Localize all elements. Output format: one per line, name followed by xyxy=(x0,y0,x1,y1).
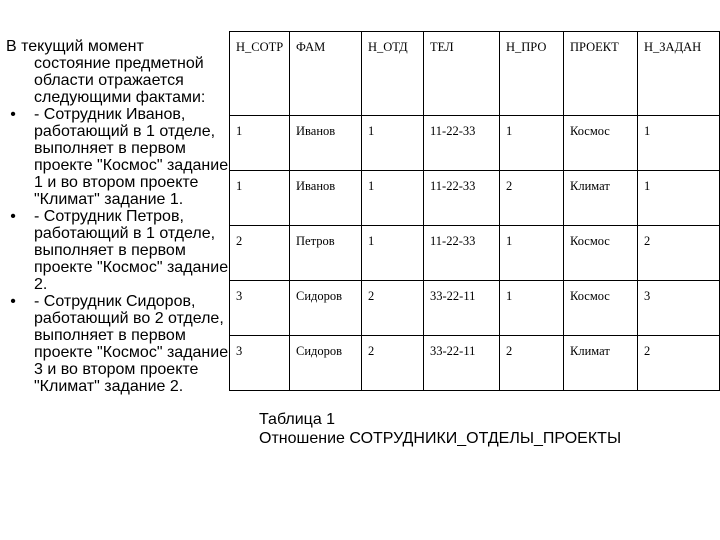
header-cell: Н_ОТД xyxy=(362,32,424,116)
table-cell: 1 xyxy=(500,116,564,171)
table-cell: 11-22-33 xyxy=(424,116,500,171)
table-cell: 3 xyxy=(638,281,720,336)
fact-item xyxy=(6,293,232,395)
table-cell: Космос xyxy=(564,116,638,171)
table-cell: 1 xyxy=(230,116,290,171)
table-cell: 2 xyxy=(362,336,424,391)
fact-item xyxy=(6,208,232,293)
table-cell: 2 xyxy=(638,226,720,281)
table-cell: 3 xyxy=(230,281,290,336)
caption-title: Таблица 1 xyxy=(259,411,336,428)
table-cell: 1 xyxy=(638,116,720,171)
table-cell: Климат xyxy=(564,171,638,226)
facts-list xyxy=(6,106,232,395)
table-cell: 1 xyxy=(638,171,720,226)
table-cell: 2 xyxy=(362,281,424,336)
table-row xyxy=(230,171,720,226)
table-row xyxy=(230,336,720,391)
intro-rest: состояние предметной области отражается следующими фактами: xyxy=(34,55,206,106)
table-cell: Космос xyxy=(564,281,638,336)
table-cell: 1 xyxy=(362,226,424,281)
header-cell: Н_СОТР xyxy=(230,32,290,116)
table-cell: 1 xyxy=(362,116,424,171)
table-cell: Иванов xyxy=(290,116,362,171)
header-cell: ТЕЛ xyxy=(424,32,500,116)
table-cell: Петров xyxy=(290,226,362,281)
header-cell: ПРОЕКТ xyxy=(564,32,638,116)
table-cell: Космос xyxy=(564,226,638,281)
table-cell: 1 xyxy=(500,226,564,281)
table-cell: 2 xyxy=(500,336,564,391)
table-cell: Сидоров xyxy=(290,336,362,391)
table-cell: Сидоров xyxy=(290,281,362,336)
intro-first-line: В текущий момент xyxy=(6,38,144,55)
header-cell: Н_ЗАДАН xyxy=(638,32,720,116)
table-cell: Климат xyxy=(564,336,638,391)
table-caption xyxy=(259,410,709,448)
table-cell: 1 xyxy=(362,171,424,226)
table-cell: 33-22-11 xyxy=(424,336,500,391)
table-header-row xyxy=(230,32,720,116)
bullet-icon: • xyxy=(10,293,16,310)
bullet-icon: • xyxy=(10,208,16,225)
header-cell: Н_ПРО xyxy=(500,32,564,116)
table-cell: 11-22-33 xyxy=(424,171,500,226)
header-cell: ФАМ xyxy=(290,32,362,116)
relation-table xyxy=(229,31,720,391)
fact-item xyxy=(6,106,232,208)
table-cell: 3 xyxy=(230,336,290,391)
fact-text: - Сотрудник Сидоров, работающий во 2 отделе, выполняет в первом проекте "Космос" задание 3 и во втором проекте "Климат" задание 2. xyxy=(34,293,229,395)
table-row xyxy=(230,281,720,336)
intro-paragraph xyxy=(6,38,232,106)
table-row xyxy=(230,116,720,171)
fact-text: - Сотрудник Иванов, работающий в 1 отделе, выполняет в первом проекте "Космос" задание 1 и во втором проекте "Климат" задание 1. xyxy=(34,106,229,208)
facts-text-block xyxy=(6,38,232,395)
table-cell: Иванов xyxy=(290,171,362,226)
bullet-icon: • xyxy=(10,106,16,123)
table-cell: 2 xyxy=(230,226,290,281)
table-row xyxy=(230,226,720,281)
table-cell: 33-22-11 xyxy=(424,281,500,336)
table-cell: 1 xyxy=(230,171,290,226)
table-cell: 1 xyxy=(500,281,564,336)
table-cell: 11-22-33 xyxy=(424,226,500,281)
fact-text: - Сотрудник Петров, работающий в 1 отделе, выполняет в первом проекте "Космос" задание 2. xyxy=(34,208,229,293)
table-cell: 2 xyxy=(638,336,720,391)
caption-relation-name: Отношение СОТРУДНИКИ_ОТДЕЛЫ_ПРОЕКТЫ xyxy=(259,430,622,447)
table-cell: 2 xyxy=(500,171,564,226)
